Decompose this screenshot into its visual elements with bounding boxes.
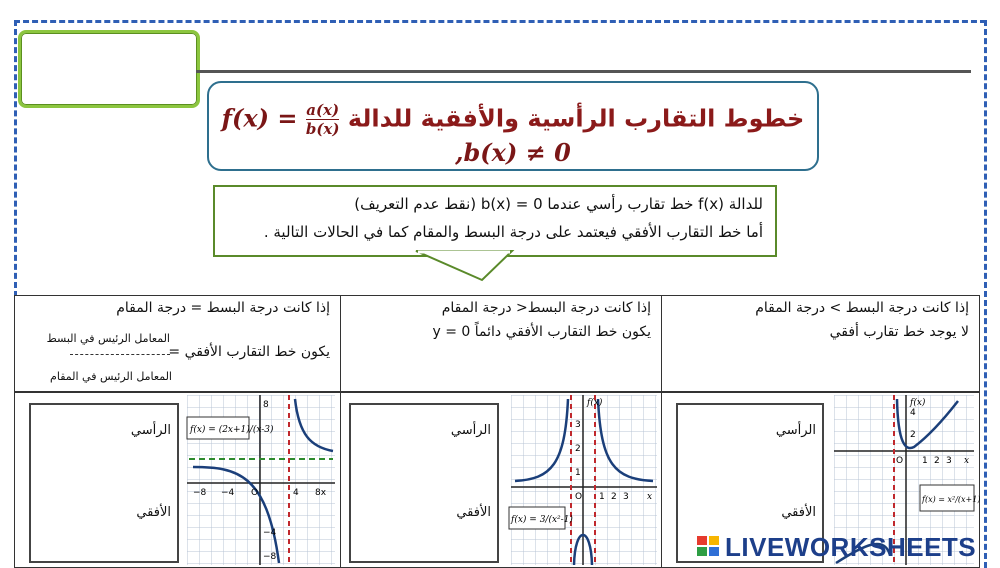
graph-equal-function: f(x) = (2x+1)/(x-3) [190,425,274,435]
y-axis-label: f(x) [910,398,926,408]
tick-x-1: 1 [599,492,605,502]
graph-less [511,395,657,565]
label-vertical: الرأسي [775,423,816,438]
answer-box-equal[interactable] [29,403,179,563]
body-case-less [340,392,662,568]
graph-greater-function: f(x) = x²/(x+1) [922,495,981,504]
tick-x-2: 2 [934,456,940,466]
title-box [207,81,819,171]
tick-origin: O [251,488,259,498]
title-arabic: خطوط التقارب الرأسية والأفقية للدالة [347,104,805,133]
tick-y-1: 1 [575,468,581,478]
case-equal-fraction-top: المعامل الرئيس في البسط [46,332,170,345]
cases-table [14,295,980,568]
case-equal-rule: يكون خط التقارب الأفقي = [168,344,330,360]
tick-origin: O [575,492,583,502]
title-fraction-num: a(x) [306,101,340,119]
label-vertical: الرأسي [130,423,171,438]
callout-tail [412,250,522,282]
body-case-equal [14,392,341,568]
answer-box-less[interactable] [349,403,499,563]
tick-x-3: 3 [623,492,629,502]
header-case-equal [14,295,341,392]
title-fraction [306,101,340,138]
callout-line-2: أما خط التقارب الأفقي فيعتمد على درجة البسط والمقام كما في الحالات التالية . [263,223,763,241]
y-axis-label: f(x) [587,398,603,408]
header-rule [196,70,971,73]
tick-x-label: x [647,492,653,502]
name-answer-box[interactable] [18,30,200,108]
tick-x-2: 2 [611,492,617,502]
case-greater-title: إذا كانت درجة البسط > درجة المقام [755,300,969,316]
tick-y-4: 4 [910,408,916,418]
label-horizontal: الأفقي [136,505,171,520]
tick-x-4: 4 [293,488,299,498]
tick-x-label: x [964,456,970,466]
case-equal-fraction-bottom: المعامل الرئيس في المقام [50,370,172,383]
graph-less-function: f(x) = 3/(x²-1) [511,515,573,525]
definition-callout [213,185,777,257]
label-vertical: الرأسي [450,423,491,438]
tick-y-2: 2 [575,444,581,454]
worksheet-border-right [984,20,987,568]
fraction-bar [70,354,170,355]
header-case-greater [661,295,980,392]
liveworksheets-brand: LIVEWORKSHEETS [725,532,977,562]
tick-origin: O [896,456,904,466]
case-equal-title: إذا كانت درجة البسط = درجة المقام [116,300,330,316]
tick-x-3: 3 [946,456,952,466]
liveworksheets-watermark [697,532,997,562]
callout-line-1: للدالة f(x) خط تقارب رأسي عندما b(x) = 0 (نقط عدم التعريف) [354,195,763,213]
liveworksheets-logo-icon [697,536,721,558]
case-less-rule: يكون خط التقارب الأفقي دائماً y = 0 [432,324,651,340]
tick-y-neg4: −4 [263,528,277,538]
tick-y-2: 2 [910,430,916,440]
tick-y-neg8: −8 [263,552,277,562]
label-horizontal: الأفقي [781,505,816,520]
title-formula-f: f(x) = [221,103,298,133]
worksheet-border-top [14,20,986,23]
graph-equal [187,395,335,565]
tick-x-neg4: −4 [221,488,235,498]
case-greater-rule: لا يوجد خط تقارب أفقي [829,324,969,340]
title-fraction-den: b(x) [305,120,340,138]
tick-x-1: 1 [922,456,928,466]
label-horizontal: الأفقي [456,505,491,520]
title-formula-lhs: b(x) ≠ 0, [455,138,571,167]
tick-y-8: 8 [263,400,269,410]
tick-x-8: 8x [315,488,327,498]
header-case-less [340,295,662,392]
tick-x-neg8: −8 [193,488,207,498]
case-less-title: إذا كانت درجة البسط< درجة المقام [441,300,651,316]
page-title [209,101,817,167]
tick-y-3: 3 [575,420,581,430]
